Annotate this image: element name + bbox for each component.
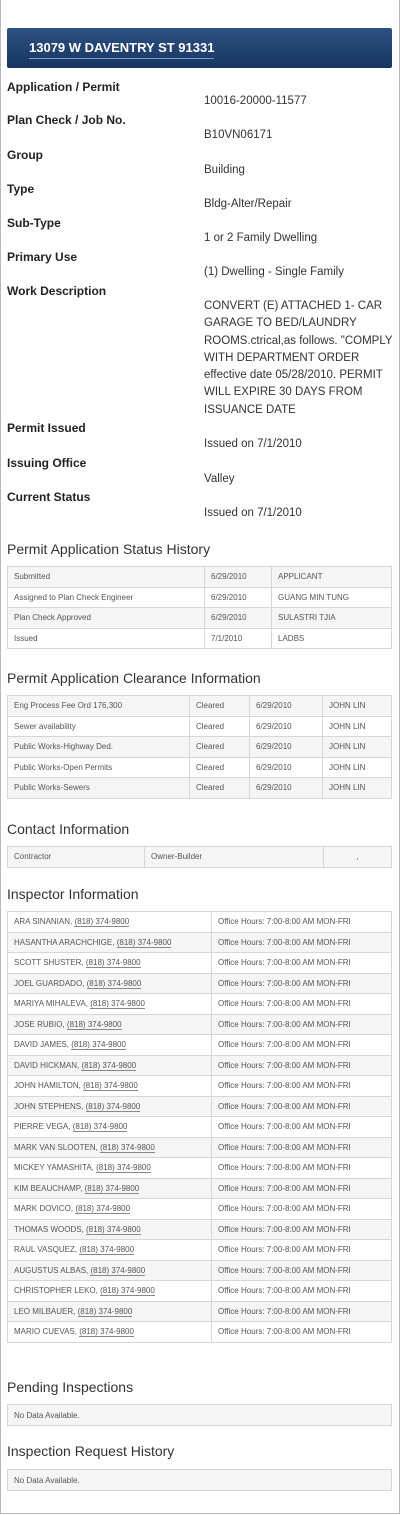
- inspector-office-hours: Office Hours: 7:00-8:00 AM MON-FRI: [212, 973, 392, 994]
- inspector-phone-link[interactable]: (818) 374-9800: [100, 1142, 155, 1152]
- inspector-name: MARK DOVICO,: [14, 1204, 74, 1214]
- table-row: [8, 1158, 392, 1179]
- table-row: [8, 1096, 392, 1117]
- contact-table: [7, 846, 392, 868]
- table-row: [8, 1117, 392, 1138]
- inspector-office-hours: Office Hours: 7:00-8:00 AM MON-FRI: [212, 1301, 392, 1322]
- table-row: [8, 1219, 392, 1240]
- inspector-name: DAVID JAMES,: [14, 1040, 69, 1050]
- inspector-name: LEO MILBAUER,: [14, 1306, 76, 1316]
- sub-type-label: Sub-Type: [7, 216, 61, 230]
- inspector-contact: [8, 1076, 212, 1097]
- status-step: Issued: [8, 628, 205, 649]
- inspector-office-hours: Office Hours: 7:00-8:00 AM MON-FRI: [212, 994, 392, 1015]
- clearance-item: Public Works-Sewers: [8, 778, 190, 799]
- inspector-office-hours: Office Hours: 7:00-8:00 AM MON-FRI: [212, 1076, 392, 1097]
- inspector-phone-link[interactable]: (818) 374-9800: [75, 1204, 131, 1214]
- clearance-status: Cleared: [190, 737, 250, 758]
- inspector-phone-link[interactable]: (818) 374-9800: [90, 1265, 146, 1275]
- inspector-contact: [8, 1322, 212, 1343]
- inspector-office-hours: Office Hours: 7:00-8:00 AM MON-FRI: [212, 1035, 392, 1056]
- table-row: [8, 1301, 392, 1322]
- inspector-contact: [8, 973, 212, 994]
- inspector-name: JOSE RUBIO,: [14, 1019, 65, 1029]
- inspector-office-hours: Office Hours: 7:00-8:00 AM MON-FRI: [212, 1117, 392, 1138]
- plan-check-label: Plan Check / Job No.: [7, 113, 126, 127]
- application-permit-value: 10016-20000-11577: [204, 95, 307, 107]
- group-value: Building: [204, 164, 245, 176]
- table-row: [8, 1076, 392, 1097]
- inspection-request-history-empty: No Data Available.: [7, 1469, 392, 1491]
- inspector-name: SCOTT SHUSTER,: [14, 958, 84, 968]
- inspector-phone-link[interactable]: (818) 374-9800: [72, 1122, 128, 1132]
- status-by: APPLICANT: [272, 567, 392, 588]
- table-row: [8, 1014, 392, 1035]
- clearance-by: JOHN LIN: [323, 737, 392, 758]
- status-by: SULASTRI TJIA: [272, 608, 392, 629]
- inspector-name: MARK VAN SLOOTEN,: [14, 1142, 98, 1152]
- clearance-status: Cleared: [190, 696, 250, 717]
- table-row: [8, 1055, 392, 1076]
- table-row: [8, 716, 392, 737]
- contact-name: Owner-Builder: [145, 847, 324, 868]
- inspector-phone-link[interactable]: (818) 374-9800: [85, 1101, 141, 1111]
- inspector-office-hours: Office Hours: 7:00-8:00 AM MON-FRI: [212, 1055, 392, 1076]
- inspector-name: JOHN HAMILTON,: [14, 1081, 81, 1091]
- clearance-status: Cleared: [190, 778, 250, 799]
- plan-check-value: B10VN06171: [204, 129, 273, 141]
- group-label: Group: [7, 148, 43, 162]
- inspector-phone-link[interactable]: (818) 374-9800: [85, 958, 141, 968]
- inspector-name: AUGUSTUS ALBAS,: [14, 1265, 89, 1275]
- inspector-phone-link[interactable]: (818) 374-9800: [74, 917, 130, 927]
- inspector-phone-link[interactable]: (818) 374-9800: [84, 1183, 140, 1193]
- table-row: [8, 1178, 392, 1199]
- inspector-phone-link[interactable]: (818) 374-9800: [96, 1163, 151, 1173]
- inspector-phone-link[interactable]: (818) 374-9800: [100, 1286, 155, 1296]
- inspector-contact: [8, 1137, 212, 1158]
- clearance-date: 6/29/2010: [250, 737, 323, 758]
- status-date: 7/1/2010: [205, 628, 272, 649]
- inspector-office-hours: Office Hours: 7:00-8:00 AM MON-FRI: [212, 932, 392, 953]
- inspector-phone-link[interactable]: (818) 374-9800: [86, 1224, 141, 1234]
- inspector-info-title: Inspector Information: [7, 886, 139, 902]
- inspector-name: JOHN STEPHENS,: [14, 1101, 84, 1111]
- permit-issued-value: Issued on 7/1/2010: [204, 438, 302, 450]
- clearance-status: Cleared: [190, 757, 250, 778]
- contact-role: Contractor: [8, 847, 145, 868]
- inspector-phone-link[interactable]: (818) 374-9800: [116, 937, 172, 947]
- status-history-table: [7, 566, 392, 649]
- inspector-phone-link[interactable]: (818) 374-9800: [81, 1060, 137, 1070]
- table-row: [8, 1240, 392, 1261]
- clearance-by: JOHN LIN: [323, 757, 392, 778]
- inspector-name: PIERRE VEGA,: [14, 1122, 71, 1132]
- clearance-table: [7, 695, 392, 799]
- sub-type-value: 1 or 2 Family Dwelling: [204, 232, 318, 244]
- inspector-name: CHRISTOPHER LEKO,: [14, 1286, 98, 1296]
- work-description-label: Work Description: [7, 284, 107, 298]
- inspector-office-hours: Office Hours: 7:00-8:00 AM MON-FRI: [212, 1240, 392, 1261]
- inspection-request-history-title: Inspection Request History: [7, 1443, 175, 1459]
- table-row: [8, 628, 392, 649]
- table-row: [8, 1260, 392, 1281]
- inspector-office-hours: Office Hours: 7:00-8:00 AM MON-FRI: [212, 1322, 392, 1343]
- clearance-status: Cleared: [190, 716, 250, 737]
- clearance-item: Public Works-Open Permits: [8, 757, 190, 778]
- inspector-office-hours: Office Hours: 7:00-8:00 AM MON-FRI: [212, 1260, 392, 1281]
- inspector-name: KIM BEAUCHAMP,: [14, 1183, 83, 1193]
- inspector-phone-link[interactable]: (818) 374-9800: [77, 1306, 133, 1316]
- status-by: GUANG MIN TUNG: [272, 587, 392, 608]
- clearance-date: 6/29/2010: [250, 778, 323, 799]
- table-row: [8, 1281, 392, 1302]
- address-header: [7, 28, 392, 68]
- table-row: [8, 994, 392, 1015]
- application-permit-label: Application / Permit: [7, 80, 120, 94]
- inspector-contact: [8, 1260, 212, 1281]
- table-row: [8, 1035, 392, 1056]
- address-title: 13079 W DAVENTRY ST 91331: [29, 40, 214, 59]
- clearance-item: Sewer availability: [8, 716, 190, 737]
- clearance-date: 6/29/2010: [250, 757, 323, 778]
- permit-issued-label: Permit Issued: [7, 421, 86, 435]
- status-date: 6/29/2010: [205, 567, 272, 588]
- clearance-item: Public Works-Highway Ded.: [8, 737, 190, 758]
- current-status-value: Issued on 7/1/2010: [204, 507, 302, 519]
- inspector-contact: [8, 1014, 212, 1035]
- inspector-contact: [8, 1199, 212, 1220]
- primary-use-value: (1) Dwelling - Single Family: [204, 266, 344, 278]
- inspector-contact: [8, 1117, 212, 1138]
- inspector-name: HASANTHA ARACHCHIGE,: [14, 937, 115, 947]
- inspector-office-hours: Office Hours: 7:00-8:00 AM MON-FRI: [212, 912, 392, 933]
- inspector-contact: [8, 1178, 212, 1199]
- inspector-office-hours: Office Hours: 7:00-8:00 AM MON-FRI: [212, 1158, 392, 1179]
- current-status-label: Current Status: [7, 490, 91, 504]
- inspector-contact: [8, 1096, 212, 1117]
- inspector-name: RAUL VASQUEZ,: [14, 1245, 78, 1255]
- table-row: [8, 1322, 392, 1343]
- inspector-office-hours: Office Hours: 7:00-8:00 AM MON-FRI: [212, 953, 392, 974]
- inspector-phone-link[interactable]: (818) 374-9800: [79, 1327, 134, 1337]
- clearance-by: JOHN LIN: [323, 778, 392, 799]
- table-row: [8, 1137, 392, 1158]
- status-step: Assigned to Plan Check Engineer: [8, 587, 205, 608]
- inspector-table: [7, 911, 392, 1343]
- status-step: Submitted: [8, 567, 205, 588]
- inspector-contact: [8, 1035, 212, 1056]
- table-row: [8, 932, 392, 953]
- pending-inspections-title: Pending Inspections: [7, 1379, 134, 1395]
- inspector-contact: [8, 1240, 212, 1261]
- inspector-contact: [8, 1055, 212, 1076]
- inspector-name: MARIYA MIHALEVA,: [14, 999, 88, 1009]
- clearance-date: 6/29/2010: [250, 696, 323, 717]
- table-row: [8, 608, 392, 629]
- clearance-title: Permit Application Clearance Information: [7, 670, 261, 686]
- issuing-office-label: Issuing Office: [7, 456, 87, 470]
- pending-inspections-empty: No Data Available.: [7, 1404, 392, 1426]
- inspector-phone-link[interactable]: (818) 374-9800: [71, 1040, 126, 1050]
- inspector-phone-link[interactable]: (818) 374-9800: [83, 1081, 138, 1091]
- contact-title: Contact Information: [7, 821, 130, 837]
- status-step: Plan Check Approved: [8, 608, 205, 629]
- inspector-phone-link[interactable]: (818) 374-9800: [90, 999, 145, 1009]
- type-value: Bldg-Alter/Repair: [204, 198, 292, 210]
- inspector-office-hours: Office Hours: 7:00-8:00 AM MON-FRI: [212, 1137, 392, 1158]
- clearance-date: 6/29/2010: [250, 716, 323, 737]
- inspector-name: THOMAS WOODS,: [14, 1224, 84, 1234]
- inspector-contact: [8, 994, 212, 1015]
- inspector-phone-link[interactable]: (818) 374-9800: [79, 1245, 135, 1255]
- clearance-by: JOHN LIN: [323, 716, 392, 737]
- inspector-contact: [8, 912, 212, 933]
- inspector-office-hours: Office Hours: 7:00-8:00 AM MON-FRI: [212, 1014, 392, 1035]
- status-date: 6/29/2010: [205, 608, 272, 629]
- clearance-by: JOHN LIN: [323, 696, 392, 717]
- contact-detail: ,: [324, 847, 392, 868]
- inspector-phone-link[interactable]: (818) 374-9800: [66, 1019, 122, 1029]
- inspector-name: JOEL GUARDADO,: [14, 978, 85, 988]
- inspector-contact: [8, 1281, 212, 1302]
- table-row: [8, 567, 392, 588]
- table-row: [8, 778, 392, 799]
- inspector-name: MARIO CUEVAS,: [14, 1327, 77, 1337]
- inspector-office-hours: Office Hours: 7:00-8:00 AM MON-FRI: [212, 1096, 392, 1117]
- inspector-contact: [8, 953, 212, 974]
- inspector-name: DAVID HICKMAN,: [14, 1060, 80, 1070]
- inspector-contact: [8, 932, 212, 953]
- work-description-value: CONVERT (E) ATTACHED 1- CAR GARAGE TO BED/LAUNDRY ROOMS.ctrical,as follows. "COMPLY WITH DEPARTMENT ORDER effective date 05/28/2010. PERMIT WILL EXPIRE 30 DAYS FROM ISSUANCE DATE: [204, 300, 393, 416]
- status-history-title: Permit Application Status History: [7, 541, 211, 557]
- table-row: [8, 973, 392, 994]
- inspector-office-hours: Office Hours: 7:00-8:00 AM MON-FRI: [212, 1199, 392, 1220]
- inspector-name: ARA SINANIAN,: [14, 917, 73, 927]
- inspector-contact: [8, 1219, 212, 1240]
- primary-use-label: Primary Use: [7, 250, 78, 264]
- table-row: [8, 757, 392, 778]
- inspector-contact: [8, 1158, 212, 1179]
- table-row: [8, 587, 392, 608]
- inspector-phone-link[interactable]: (818) 374-9800: [86, 978, 142, 988]
- table-row: [8, 1199, 392, 1220]
- issuing-office-value: Valley: [204, 473, 235, 485]
- table-row: [8, 912, 392, 933]
- table-row: [8, 696, 392, 717]
- inspector-office-hours: Office Hours: 7:00-8:00 AM MON-FRI: [212, 1178, 392, 1199]
- type-label: Type: [7, 182, 35, 196]
- table-row: [8, 737, 392, 758]
- inspector-office-hours: Office Hours: 7:00-8:00 AM MON-FRI: [212, 1219, 392, 1240]
- table-row: [8, 953, 392, 974]
- table-row: [8, 847, 392, 868]
- clearance-item: Eng Process Fee Ord 176,300: [8, 696, 190, 717]
- status-by: LADBS: [272, 628, 392, 649]
- inspector-office-hours: Office Hours: 7:00-8:00 AM MON-FRI: [212, 1281, 392, 1302]
- inspector-name: MICKEY YAMASHITA,: [14, 1163, 94, 1173]
- status-date: 6/29/2010: [205, 587, 272, 608]
- inspector-contact: [8, 1301, 212, 1322]
